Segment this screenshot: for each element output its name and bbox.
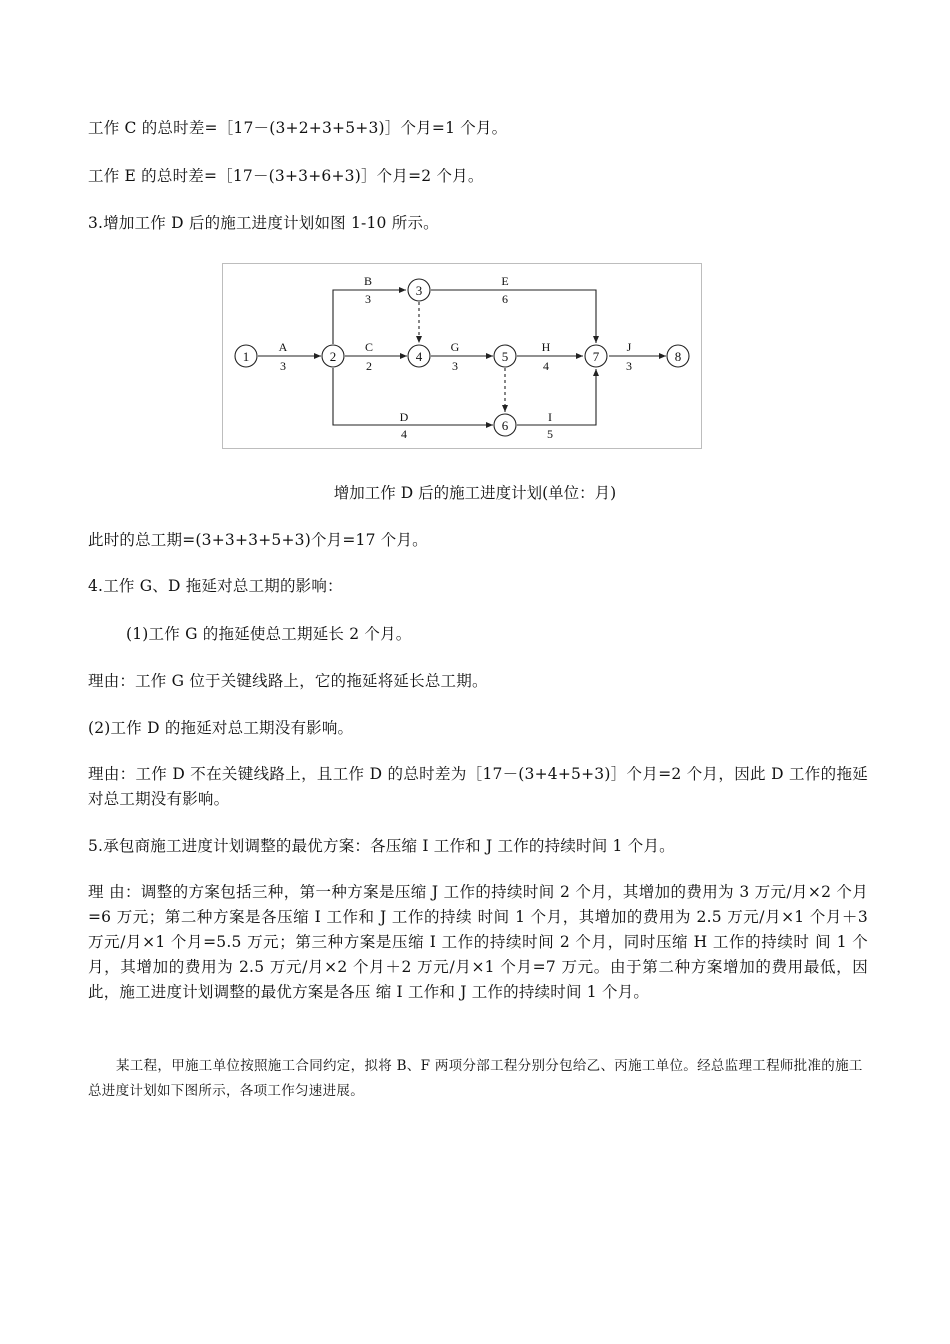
activity-name: A: [278, 340, 288, 354]
network-diagram: [222, 263, 702, 449]
node-label: 7: [592, 349, 600, 364]
text-line: (1)工作 G 的拖延使总工期延长 2 个月。: [126, 625, 412, 643]
arrow-I: [517, 369, 596, 425]
node-label: 4: [415, 349, 423, 364]
node-label: 1: [242, 349, 250, 364]
node-label: 3: [415, 283, 423, 298]
node-label: 5: [501, 349, 509, 364]
activity-duration: 2: [366, 359, 372, 373]
activity-duration: 3: [452, 359, 458, 373]
text-line: 3.增加工作 D 后的施工进度计划如图 1-10 所示。: [88, 214, 439, 232]
activity-duration: 4: [543, 359, 549, 373]
node-label: 6: [501, 418, 509, 433]
arrow-D: [333, 368, 493, 425]
activity-duration: 3: [626, 359, 632, 373]
arrow-E: [431, 290, 596, 343]
text-line: 4.工作 G、D 拖延对总工期的影响：: [88, 577, 343, 595]
paragraph: 某工程，甲施工单位按照施工合同约定，拟将 B、F 两项分部工程分别分包给乙、丙施工单位。经总监理工程师批准的施工总进度计划如下图所示，各项工作匀速进展。: [88, 1058, 863, 1099]
figure-caption: 增加工作 D 后的施工进度计划(单位：月): [333, 484, 617, 502]
activity-duration: 3: [280, 359, 286, 373]
text-line: 此时的总工期=(3+3+3+5+3)个月=17 个月。: [88, 531, 428, 549]
paragraph: 理由：工作 D 不在关键线路上，且工作 D 的总时差为［17－(3+4+5+3)］个月=2 个月，因此 D 工作的拖延对总工期没有影响。: [88, 765, 868, 808]
activity-name: J: [626, 340, 632, 354]
text-line: (2)工作 D 的拖延对总工期没有影响。: [88, 719, 354, 737]
activity-name: I: [548, 410, 552, 424]
activity-duration: 4: [401, 427, 407, 441]
text-line: 工作 C 的总时差=［17－(3+2+3+5+3)］个月=1 个月。: [88, 119, 508, 137]
activity-duration: 3: [365, 292, 371, 306]
activity-name: E: [501, 274, 509, 288]
activity-duration: 5: [547, 427, 553, 441]
activity-name: H: [541, 340, 551, 354]
paragraph: 理 由：调整的方案包括三种，第一种方案是压缩 J 工作的持续时间 2 个月，其增加的费用为 3 万元/月×2 个月=6 万元；第二种方案是各压缩 I 工作和 J 工作的持续 时间 1 个月，其增加的费用为 2.5 万元/月×1 个月＋3 万元/月×1 个月=5.5 万元；第三种方案是压缩 I 工作的持续时间 2 个月，同时压缩 H 工作的持续时 间 1 个月，其增加的费用为 2.5 万元/月×2 个月＋2 万元/月×1 个月=7 万元。由于第二种方案增加的费用最低，因此，施工进度计划调整的最优方案是各压 缩 I 工作和 J 工作的持续时间 1 个月。: [88, 883, 868, 1001]
activity-name: C: [364, 340, 374, 354]
activity-duration: 6: [502, 292, 508, 306]
node-label: 2: [329, 349, 337, 364]
text-line: 5.承包商施工进度计划调整的最优方案：各压缩 I 工作和 J 工作的持续时间 1 个月。: [88, 837, 675, 855]
activity-name: G: [450, 340, 460, 354]
text-line: 理由：工作 G 位于关键线路上，它的拖延将延长总工期。: [88, 672, 488, 690]
activity-name: D: [399, 410, 409, 424]
node-label: 8: [674, 349, 682, 364]
text-line: 工作 E 的总时差=［17－(3+3+6+3)］个月=2 个月。: [88, 167, 484, 185]
activity-name: B: [363, 274, 373, 288]
